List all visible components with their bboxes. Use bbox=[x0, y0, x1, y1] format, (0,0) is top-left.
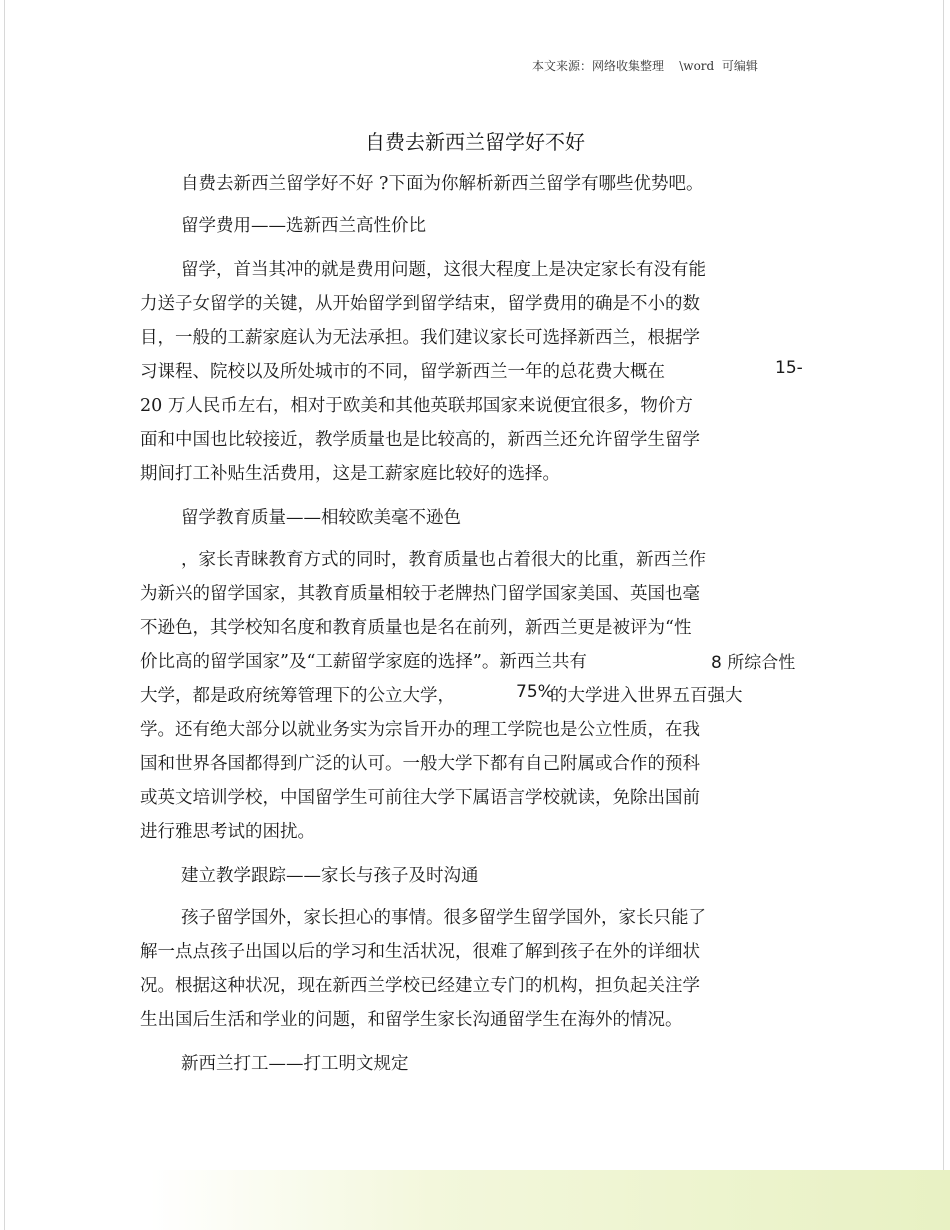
paragraph-line: 不逊色，其学校知名度和教育质量也是名在前列，新西兰更是被评为“性 bbox=[140, 618, 692, 638]
paragraph-line: 为新兴的留学国家，其教育质量相较于老牌热门留学国家美国、英国也毫 bbox=[140, 584, 700, 604]
paragraph-line: 的大学进入世界五百强大 bbox=[550, 686, 743, 706]
section-heading-quality: 留学教育质量——相较欧美毫不逊色 bbox=[181, 508, 461, 528]
cost-range-start: 15- bbox=[775, 358, 803, 378]
paragraph-line: ，家长青睐教育方式的同时，教育质量也占着很大的比重，新西兰作 bbox=[181, 550, 706, 570]
document-title: 自费去新西兰留学好不好 bbox=[365, 130, 585, 154]
paragraph-line: 目，一般的工薪家庭认为无法承担。我们建议家长可选择新西兰，根据学 bbox=[140, 328, 700, 348]
section-heading-tracking: 建立教学跟踪——家长与孩子及时沟通 bbox=[181, 866, 479, 886]
paragraph-line: 况。根据这种状况，现在新西兰学校已经建立专门的机构，担负起关注学 bbox=[140, 976, 700, 996]
paragraph-line: 力送子女留学的关键，从开始留学到留学结束，留学费用的确是不小的数 bbox=[140, 294, 700, 314]
paragraph-line: 面和中国也比较接近，教学质量也是比较高的，新西兰还允许留学生留学 bbox=[140, 430, 700, 450]
paragraph-line: 孩子留学国外，家长担心的事情。很多留学生留学国外，家长只能了 bbox=[181, 908, 706, 928]
paragraph-line: 价比高的留学国家”及“工薪留学家庭的选择”。新西兰共有 bbox=[140, 652, 587, 672]
paragraph-line: 20 万人民币左右，相对于欧美和其他英联邦国家来说便宜很多，物价方 bbox=[140, 396, 693, 416]
paragraph-line: 进行雅思考试的困扰。 bbox=[140, 822, 315, 842]
paragraph-line: 大学，都是政府统筹管理下的公立大学， bbox=[140, 686, 455, 706]
section-heading-cost: 留学费用——选新西兰高性价比 bbox=[181, 216, 426, 236]
paragraph-line: 生出国后生活和学业的问题，和留学生家长沟通留学生在海外的情况。 bbox=[140, 1010, 683, 1030]
section-heading-work: 新西兰打工——打工明文规定 bbox=[181, 1054, 409, 1074]
paragraph-line: 国和世界各国都得到广泛的认可。一般大学下都有自己附属或合作的预科 bbox=[140, 754, 700, 774]
percentage-value: 75% bbox=[516, 682, 554, 702]
intro-line: 自费去新西兰留学好不好 ?下面为你解析新西兰留学有哪些优势吧。 bbox=[181, 174, 704, 194]
paragraph-line: 解一点点孩子出国以后的学习和生活状况，很难了解到孩子在外的详细状 bbox=[140, 942, 700, 962]
paragraph-line: 学。还有绝大部分以就业务实为宗旨开办的理工学院也是公立性质，在我 bbox=[140, 720, 700, 740]
paragraph-line: 习课程、院校以及所处城市的不同，留学新西兰一年的总花费大概在 bbox=[140, 362, 665, 382]
source-note: 本文来源：网络收集整理 \word 可编辑 bbox=[532, 59, 758, 73]
university-count: 8 所综合性 bbox=[711, 653, 796, 673]
paragraph-line: 留学，首当其冲的就是费用问题，这很大程度上是决定家长有没有能 bbox=[181, 260, 706, 280]
paragraph-line: 或英文培训学校，中国留学生可前往大学下属语言学校就读，免除出国前 bbox=[140, 788, 700, 808]
paragraph-line: 期间打工补贴生活费用，这是工薪家庭比较好的选择。 bbox=[140, 464, 560, 484]
bottom-decoration-band bbox=[150, 1170, 950, 1230]
